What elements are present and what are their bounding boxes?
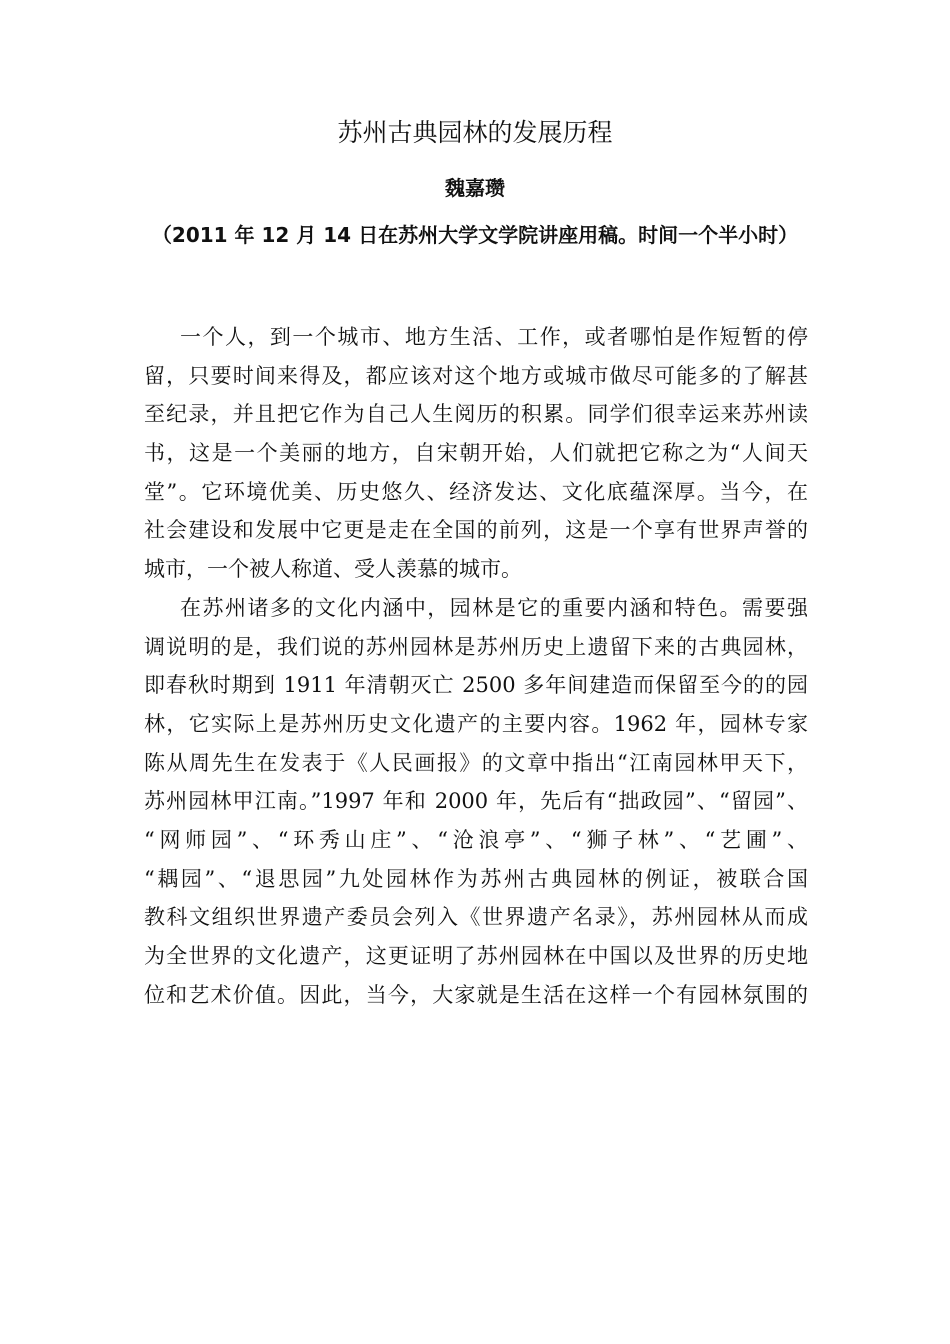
author-name: 魏嘉瓒 — [445, 176, 505, 200]
text-line: 教科文组织世界遗产委员会列入《世界遗产名录》，苏州园林从而成 — [144, 905, 808, 930]
text-line: 堂”。它环境优美、历史悠久、经济发达、文化底蕴深厚。当今，在 — [144, 479, 808, 504]
text-line: 一个人，到一个城市、地方生活、工作，或者哪怕是作短暂的停 — [180, 325, 808, 349]
text-line: “网师园”、“环秀山庄”、“沧浪亭”、“狮子林”、“艺圃”、 — [144, 827, 808, 852]
text-line: “耦园”、“退思园”九处园林作为苏州古典园林的例证，被联合国 — [144, 866, 808, 891]
text-line: 留，只要时间来得及，都应该对这个地方或城市做尽可能多的了解甚 — [144, 363, 808, 388]
paragraph-2 — [144, 589, 808, 1014]
document-title: 苏州古典园林的发展历程 — [337, 118, 613, 147]
text-line: 位和艺术价值。因此，当今，大家就是生活在这样一个有园林氛围的 — [144, 982, 808, 1007]
text-line: 书，这是一个美丽的地方，自宋朝开始，人们就把它称之为“人间天 — [144, 441, 808, 466]
paragraph-1 — [144, 318, 808, 588]
body-text — [144, 318, 808, 1014]
lecture-note: （2011 年 12 月 14 日在苏州大学文学院讲座用稿。时间一个半小时） — [151, 223, 799, 247]
text-line: 陈从周先生在发表于《人民画报》的文章中指出“江南园林甲天下， — [144, 750, 808, 775]
text-line: 苏州园林甲江南。”1997 年和 2000 年，先后有“拙政园”、“留园”、 — [144, 789, 808, 814]
text-line: 为全世界的文化遗产，这更证明了苏州园林在中国以及世界的历史地 — [144, 944, 808, 968]
text-line: 调说明的是，我们说的苏州园林是苏州历史上遗留下来的古典园林， — [144, 634, 808, 659]
text-line: 林，它实际上是苏州历史文化遗产的主要内容。1962 年，园林专家 — [144, 711, 808, 736]
text-line: 社会建设和发展中它更是走在全国的前列，这是一个享有世界声誉的 — [144, 518, 808, 543]
text-line: 城市，一个被人称道、受人羡慕的城市。 — [144, 557, 522, 582]
text-line: 在苏州诸多的文化内涵中，园林是它的重要内涵和特色。需要强 — [180, 595, 808, 620]
text-line: 即春秋时期到 1911 年清朝灭亡 2500 多年间建造而保留至今的的园 — [144, 673, 808, 698]
text-line: 至纪录，并且把它作为自己人生阅历的积累。同学们很幸运来苏州读 — [144, 402, 808, 427]
